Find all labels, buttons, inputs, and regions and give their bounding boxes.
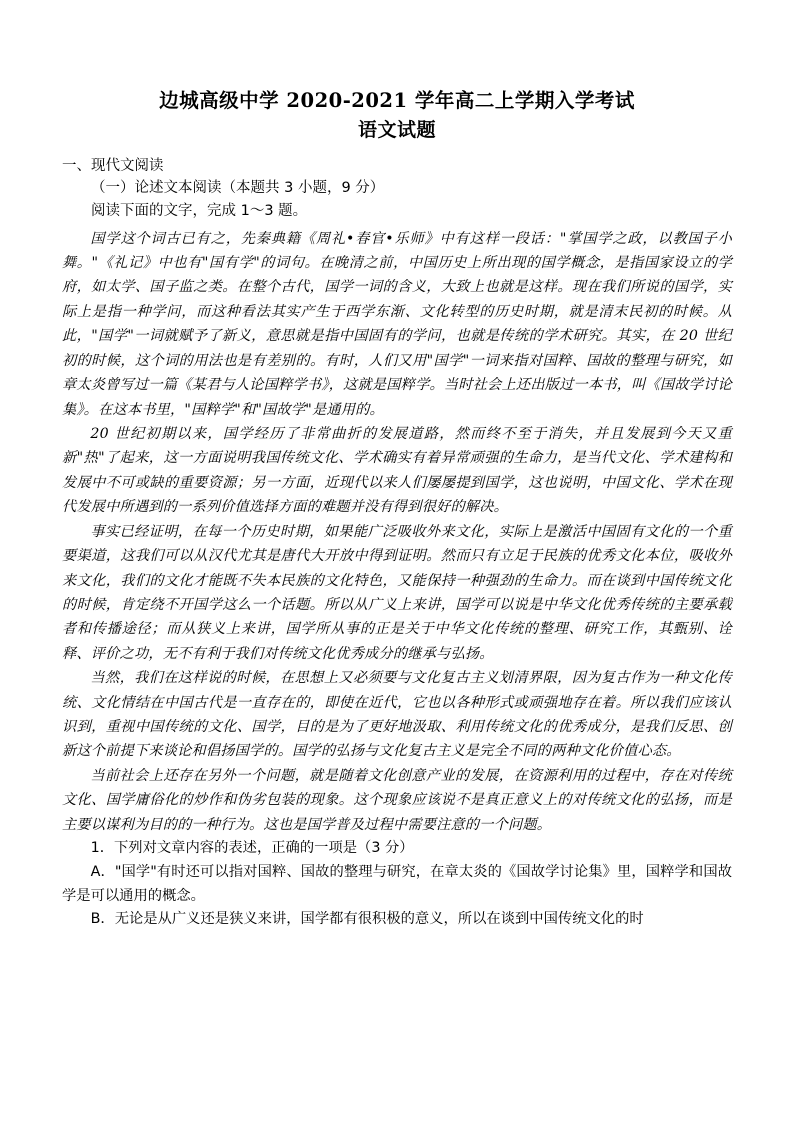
- passage-paragraph: 事实已经证明，在每一个历史时期，如果能广泛吸收外来文化，实际上是激活中国固有文化的一个重要渠道，这我们可以从汉代尤其是唐代大开放中得到证明。然而只有立足于民族的优秀文化本位，吸收外来文化，我们的文化才能既不失本民族的文化特色，又能保持一种强劲的生命力。而在谈到中国传统文化的时候，肯定绕不开国学这么一个话题。所以从广义上来讲，国学可以说是中华文化优秀传统的主要承载者和传播途径；而从狭义上来讲，国学所从事的正是关于中华文化传统的整理、研究工作，其甄别、诠释、评价之功，无不有利于我们对传统文化优秀成分的继承与弘扬。: [62, 523, 732, 662]
- title-block: [62, 86, 732, 145]
- question-option-b: B．无论是从广义还是狭义来讲，国学都有很积极的意义，所以在谈到中国传统文化的时: [90, 911, 644, 928]
- reading-instruction: 阅读下面的文字，完成 1～3 题。: [91, 203, 308, 220]
- passage-paragraph: 当然，我们在这样说的时候，在思想上又必须要与文化复古主义划清界限，因为复古作为一种文化传统、文化情结在中国古代是一直存在的，即使在近代，它也以各种形式或顽强地存在着。所以我们应该认识到，重视中国传统的文化、国学，目的是为了更好地汲取、利用传统文化的优秀成分，是我们反思、创新这个前提下来谈论和倡扬国学的。国学的弘扬与文化复古主义是完全不同的两种文化价值心态。: [62, 670, 732, 760]
- question-stem: 1．下列对文章内容的表述，正确的一项是（3 分）: [90, 840, 414, 857]
- sub-section-heading: （一）论述文本阅读（本题共 3 小题，9 分）: [91, 180, 385, 197]
- page-subtitle: 语文试题: [357, 119, 436, 142]
- question-option-a: A．"国学"有时还可以指对国粹、国故的整理与研究，在章太炎的《国故学讨论集》里，国粹学和国故学是可以通用的概念。: [62, 863, 732, 904]
- passage-paragraph: 国学这个词古已有之，先秦典籍《周礼•春官•乐师》中有这样一段话："掌国学之政，以教国子小舞。"《礼记》中也有"国有学"的词句。在晚清之前，中国历史上所出现的国学概念，是指国家设立的学府，如太学、国子监之类。在整个古代，国学一词的含义，大致上也就是这样。现在我们所说的国学，实际上是指一种学问，而这种看法其实产生于西学东渐、文化转型的历史时期，就是清末民初的时候。从此，"国学"一词就赋予了新义，意思就是指中国固有的学问，也就是传统的学术研究。其实，在 20 世纪初的时候，这个词的用法也是有差别的。有时，人们又用"国学"一词来指对国粹、国故的整理与研究，如章太炎曾写过一篇《某君与人论国粹学书》，这就是国粹学。当时社会上还出版过一本书，叫《国故学讨论集》。在这本书里，"国粹学"和"国故学"是通用的。: [62, 230, 732, 418]
- passage-paragraph: 20 世纪初期以来，国学经历了非常曲折的发展道路，然而终不至于消失，并且发展到今天又重新"热"了起来，这一方面说明我国传统文化、学术确实有着异常顽强的生命力，是当代文化、学术建构和发展中不可或缺的重要资源；另一方面，近现代以来人们屡屡提到国学，这也说明，中国文化、学术在现代发展中所遇到的一系列价值选择方面的难题并没有得到很好的解决。: [62, 425, 732, 516]
- passage-paragraph: 当前社会上还存在另外一个问题，就是随着文化创意产业的发展，在资源利用的过程中，存在对传统文化、国学庸俗化的炒作和伪劣包装的现象。这个现象应该说不是真正意义上的对传统文化的弘扬，而是主要以谋利为目的的一种行为。这也是国学普及过程中需要注意的一个问题。: [62, 767, 732, 833]
- page-title: 边城高级中学 2020-2021 学年高二上学期入学考试: [159, 89, 635, 112]
- section-heading: 一、现代文阅读: [62, 157, 164, 174]
